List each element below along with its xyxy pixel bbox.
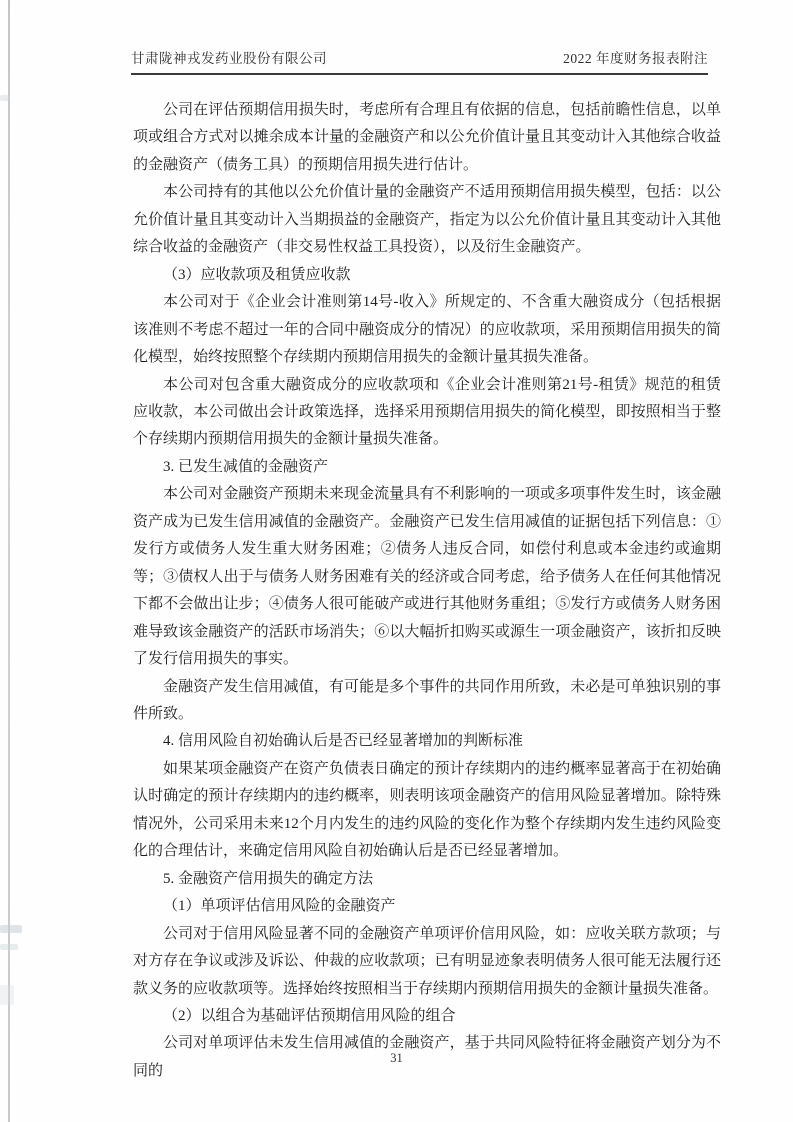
paragraph: 本公司持有的其他以公允价值计量的金融资产不适用预期信用损失模型，包括：以公允价值计量且其变动计入当期损益的金融资产，指定为以公允价值计量且其变动计入其他综合收益的金融资产（非交易性权益工具投资），以及衍生金融资产。 <box>133 184 721 256</box>
section-heading: 3. 已发生减值的金融资产 <box>163 458 329 475</box>
paragraph: 公司在评估预期信用损失时，考虑所有合理且有依据的信息，包括前瞻性信息，以单项或组合方式对以摊余成本计量的金融资产和以公允价值计量且其变动计入其他综合收益的金融资产（债务工具）的预期信用损失进行估计。 <box>133 102 721 173</box>
scan-artifact-smudge <box>0 925 22 933</box>
section-heading: （2）以组合为基础评估预期信用风险的组合 <box>163 1007 456 1024</box>
paragraph: 本公司对于《企业会计准则第14号-收入》所规定的、不含重大融资成分（包括根据该准则不考虑不超过一年的合同中融资成分的情况）的应收款项，采用预期信用损失的简化模型，始终按照整个存续期内预期信用损失的金额计量其损失准备。 <box>133 294 721 366</box>
company-name: 甘肃陇神戎发药业股份有限公司 <box>131 51 327 66</box>
section-heading: （3）应收款项及租赁应收款 <box>163 266 351 283</box>
paragraph: 公司对于信用风险显著不同的金融资产单项评价信用风险，如：应收关联方款项；与对方存在争议或涉及诉讼、仲裁的应收款项；已有明显迹象表明债务人很可能无法履行还款义务的应收款项等。选择始终按照相当于存续期内预期信用损失的金额计量损失准备。 <box>133 925 721 997</box>
paragraph: 公司对单项评估未发生信用减值的金融资产，基于共同风险特征将金融资产划分为不同的 <box>133 1035 721 1079</box>
paragraph: 本公司对金融资产预期未来现金流量具有不利影响的一项或多项事件发生时，该金融资产成为已发生信用减值的金融资产。金融资产已发生信用减值的证据包括下列信息：①发行方或债务人发生重大财务困难；②债务人违反合同，如偿付利息或本金违约或逾期等；③债权人出于与债务人财务困难有关的经济或合同考虑，给予债务人在任何其他情况下都不会做出让步；④债务人很可能破产或进行其他财务重组；⑤发行方或债务人财务困难导致该金融资产的活跃市场消失；⑥以大幅折扣购买或源生一项金融资产，该折扣反映了发行信用损失的事实。 <box>133 486 721 668</box>
scan-artifact-smudge <box>0 944 18 950</box>
paragraph: 金融资产发生信用减值，有可能是多个事件的共同作用所致，未必是可单独识别的事件所致。 <box>133 678 721 722</box>
scan-artifact-vertical-line <box>8 0 10 1122</box>
page-number: 31 <box>390 1051 403 1065</box>
scan-artifact-smudge <box>0 985 14 1005</box>
paragraph: 本公司对包含重大融资成分的应收款项和《企业会计准则第21号-租赁》规范的租赁应收款，本公司做出会计政策选择，选择采用预期信用损失的简化模型，即按照相当于整个存续期内预期信用损失的金额计量损失准备。 <box>133 376 721 448</box>
section-heading: 5. 金融资产信用损失的确定方法 <box>163 870 374 887</box>
report-title: 2022 年度财务报表附注 <box>563 51 708 66</box>
section-heading: （1）单项评估信用风险的金融资产 <box>163 898 396 915</box>
scan-artifact-smudge <box>0 95 10 101</box>
page-header <box>131 47 708 75</box>
document-body <box>133 97 721 1085</box>
paragraph: 如果某项金融资产在资产负债表日确定的预计存续期内的违约概率显著高于在初始确认时确定的预计存续期内的违约概率，则表明该项金融资产的信用风险显著增加。除特殊情况外，公司采用未来12个月内发生的违约风险的变化作为整个存续期内发生违约风险变化的合理估计，来确定信用风险自初始确认后是否已经显著增加。 <box>133 760 721 860</box>
section-heading: 4. 信用风险自初始确认后是否已经显著增加的判断标准 <box>163 733 524 750</box>
